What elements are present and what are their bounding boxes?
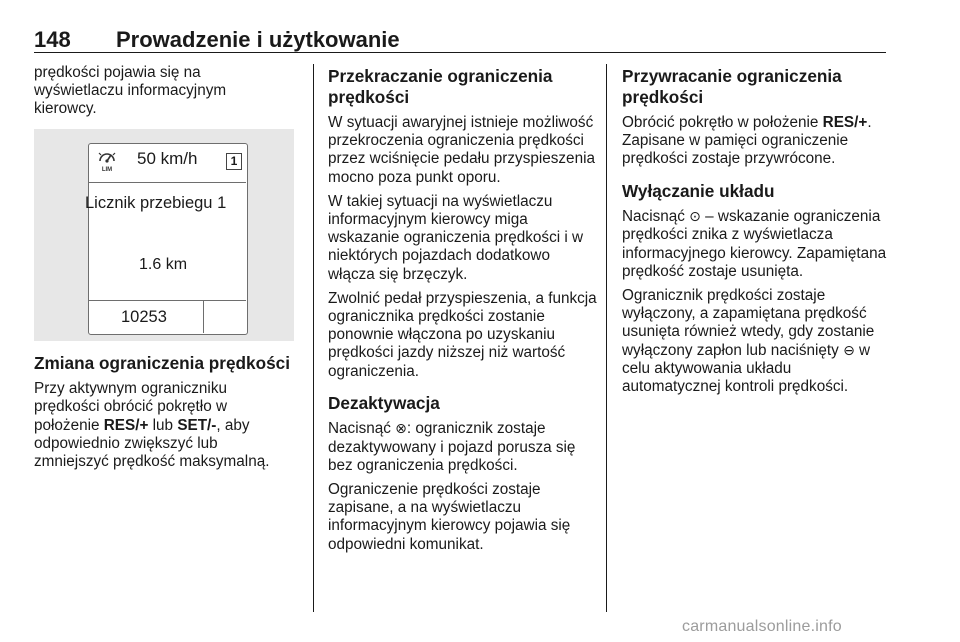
exceed-paragraph-1: W sytuacji awaryjnej istnieje możliwość przekroczenia ograniczenia prędkości przez wciśnięcie pedału przyspieszenia mocno poza punkt oporu.: [328, 114, 595, 186]
text-run: : ogranicznik zostaje dezaktywowany i pojazd porusza się bez ograniczenia prędkości.: [328, 420, 576, 474]
watermark: carmanualsonline.info: [682, 618, 842, 635]
section-heading-deactivation: Dezaktywacja: [328, 392, 440, 413]
column-divider-2: [606, 64, 607, 612]
display-divider-top: [89, 182, 246, 183]
trip-label: Licznik przebiegu 1: [85, 193, 227, 212]
text-run: , aby odpowiednio zwiększyć lub zmniejszyć prędkość maksymalną.: [34, 416, 270, 470]
text-run: Nacisnąć: [622, 208, 690, 226]
odometer-value: 10253: [121, 307, 167, 326]
limit-speed-value: 50 km/h: [137, 148, 198, 168]
text-run: lub: [148, 416, 178, 434]
page-header: [34, 27, 886, 51]
column-divider-1: [313, 64, 314, 612]
text-run: w celu aktywowania układu automatycznej kontroli prędkości.: [622, 341, 871, 395]
display-screen: [85, 143, 248, 335]
section-heading-restore: Przywracanie ograniczenia prędkości: [622, 66, 842, 107]
restore-paragraph: [622, 114, 892, 169]
text-run: . Zapisane w pamięci ograniczenie prędkości zostaje przywrócone.: [622, 114, 872, 168]
driver-info-display-figure: [34, 129, 294, 341]
trip-distance: 1.6 km: [139, 255, 188, 273]
page-indicator: 1: [226, 153, 242, 170]
cruise-control-icon: ⊖: [843, 342, 855, 359]
section-heading-switch-off: Wyłączanie układu: [622, 180, 775, 201]
exceed-paragraph-3: Zwolnić pedał przyspieszenia, a funkcja ogranicznika prędkości zostanie ponownie włączona po uzyskaniu prędkości jazdy niższej niż wartość ograniczenia.: [328, 289, 597, 380]
intro-paragraph: prędkości pojawia się na wyświetlaczu informacyjnym kierowcy.: [34, 64, 227, 118]
section-heading-exceed: Przekraczanie ograniczenia prędkości: [328, 66, 553, 107]
text-run: Nacisnąć: [328, 420, 396, 438]
column-2: [328, 64, 598, 560]
text-run: Ogranicznik prędkości zostaje wyłączony, a zapamiętana prędkość usunięta również wtedy, gdy zostanie wyłączony zapłon lub naciśnięty: [622, 286, 875, 359]
svg-text:LIM: LIM: [101, 166, 113, 173]
control-label-res: RES/+: [822, 114, 868, 131]
text-run: Obrócić pokrętło w położenie: [622, 114, 823, 131]
change-limit-paragraph: [34, 380, 292, 471]
text-run: Przy aktywnym ograniczniku prędkości obrócić pokrętło w położenie: [34, 380, 227, 434]
control-label-res: RES/+: [103, 416, 149, 434]
speed-limiter-icon: ⊙: [689, 209, 701, 226]
text-run: – wskazanie ograniczenia prędkości znika z wyświetlacza informacyjnego kierowcy. Zapamiętana prędkość zostaje usunięta.: [622, 208, 887, 280]
page-number: 148: [34, 27, 71, 52]
switch-off-paragraph-1: [622, 208, 892, 281]
speed-limiter-lim-icon: [97, 149, 117, 173]
exceed-paragraph-2: W takiej sytuacji na wyświetlaczu informacyjnym kierowcy miga wskazanie ograniczenia prędkości i w niektórych pojazdach dodatkowo włącza się brzęczyk.: [328, 192, 584, 283]
header-divider: [34, 52, 886, 53]
display-divider-vertical: [203, 300, 204, 333]
column-1: [34, 64, 292, 477]
switch-off-paragraph-2: [622, 287, 892, 396]
deactivation-paragraph-1: [328, 420, 598, 475]
section-heading-change-limit: Zmiana ograniczenia prędkości: [34, 352, 290, 373]
chapter-title: Prowadzenie i użytkowanie: [116, 27, 400, 52]
deactivation-paragraph-2: Ograniczenie prędkości zostaje zapisane, a na wyświetlaczu informacyjnym kierowcy pojawia się odpowiedni komunikat.: [328, 480, 571, 553]
display-divider-bottom: [89, 300, 246, 301]
limiter-off-icon: ⊗: [395, 421, 407, 438]
control-label-set: SET/-: [177, 416, 217, 434]
column-3: [622, 64, 892, 402]
